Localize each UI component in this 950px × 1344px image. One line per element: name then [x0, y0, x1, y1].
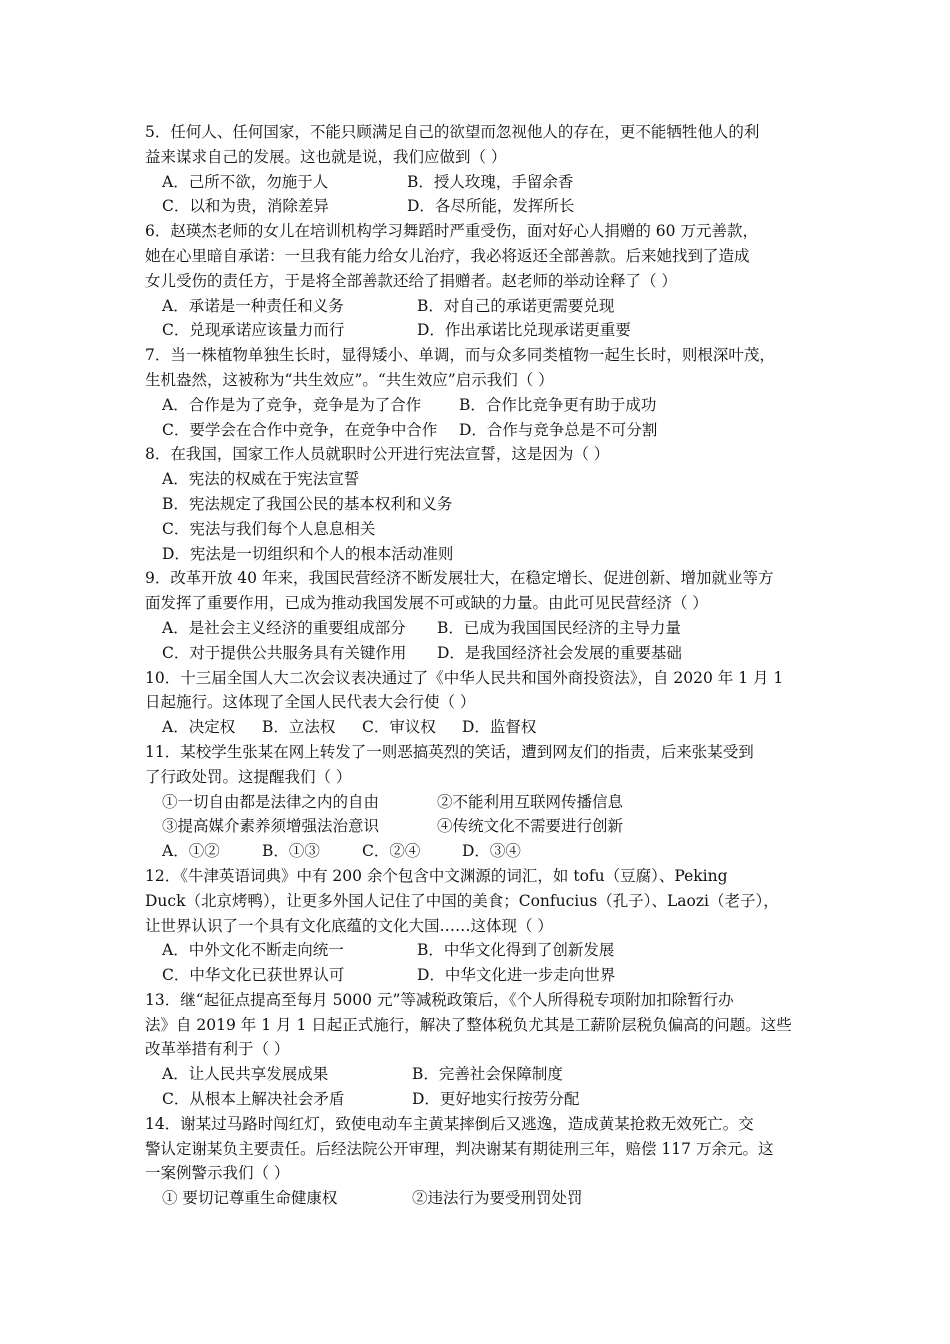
statement-4: ④传统文化不需要进行创新 — [437, 817, 624, 836]
question-13 — [145, 988, 810, 1112]
option-c: C．审议权 — [362, 718, 436, 737]
option-d: D．监督权 — [462, 718, 537, 737]
question-stem: 14．谢某过马路时闯红灯，致使电动车主黄某摔倒后又逃逸，造成黄某抢救无效死亡。交 — [145, 1114, 754, 1133]
options-row — [145, 294, 810, 319]
options-row — [145, 170, 810, 195]
question-stem: 警认定谢某负主要责任。后经法院公开审理，判决谢某有期徒刑三年，赔偿 117 万余元。这 — [145, 1139, 774, 1158]
option-b: B．中华文化得到了创新发展 — [417, 941, 615, 960]
question-stem: 生机盎然，这被称为“共生效应”。“共生效应”启示我们（ ） — [145, 370, 554, 389]
statement-1: ①一切自由都是法律之内的自由 — [162, 792, 380, 811]
option-c: C．②④ — [362, 842, 421, 861]
question-stem: 日起施行。这体现了全国人民代表大会行使（ ） — [145, 693, 476, 712]
option-d: D．更好地实行按劳分配 — [412, 1090, 580, 1109]
question-6 — [145, 219, 810, 343]
options-row — [145, 641, 810, 666]
option-d: D．是我国经济社会发展的重要基础 — [437, 643, 682, 662]
option-a: A．让人民共享发展成果 — [162, 1065, 329, 1084]
options-row — [145, 318, 810, 343]
option-b: B．已成为我国国民经济的主导力量 — [437, 618, 681, 637]
options-row — [145, 715, 810, 740]
option-d: D．各尽所能，发挥所长 — [407, 197, 575, 216]
question-8 — [145, 442, 810, 566]
question-stem: 益来谋求自己的发展。这也就是说，我们应做到（ ） — [145, 147, 507, 166]
question-stem: Duck（北京烤鸭），让更多外国人记住了中国的美食；Confucius（孔子）、Laozi（老子）， — [145, 891, 779, 910]
options-row — [145, 839, 810, 864]
option-b: B．对自己的承诺更需要兑现 — [417, 296, 615, 315]
options-row — [145, 616, 810, 641]
option-a: A．合作是为了竞争，竞争是为了合作 — [162, 395, 422, 414]
option-b: B．①③ — [262, 842, 320, 861]
option-d: D．作出承诺比兑现承诺更重要 — [417, 321, 631, 340]
question-12 — [145, 864, 810, 988]
option-a: A．承诺是一种责任和义务 — [162, 296, 344, 315]
option-b: B．合作比竞争更有助于成功 — [459, 395, 657, 414]
question-9 — [145, 566, 810, 665]
options-row — [145, 418, 810, 443]
question-stem: 了行政处罚。这提醒我们（ ） — [145, 767, 352, 786]
question-stem: 法》自 2019 年 1 月 1 日起正式施行，解决了整体税负尤其是工薪阶层税负偏高的问题。这些 — [145, 1015, 792, 1034]
option-c: C．从根本上解决社会矛盾 — [162, 1090, 345, 1109]
option-d: D．宪法是一切组织和个人的根本活动准则 — [162, 544, 454, 563]
option-b: B．授人玫瑰，手留余香 — [407, 172, 574, 191]
question-stem: 面发挥了重要作用，已成为推动我国发展不可或缺的力量。由此可见民营经济（ ） — [145, 594, 708, 613]
option-c: C．兑现承诺应该量力而行 — [162, 321, 345, 340]
statements-row — [145, 1186, 810, 1211]
question-7 — [145, 343, 810, 442]
statement-1: ① 要切记尊重生命健康权 — [162, 1189, 338, 1208]
option-c: C．以和为贵，消除差异 — [162, 197, 329, 216]
question-stem: 让世界认识了一个具有文化底蕴的文化大国……这体现（ ） — [145, 916, 553, 935]
options-row — [145, 1062, 810, 1087]
question-stem: 女儿受伤的责任方，于是将全部善款还给了捐赠者。赵老师的举动诠释了（ ） — [145, 271, 677, 290]
question-11 — [145, 740, 810, 864]
option-b: B．完善社会保障制度 — [412, 1065, 563, 1084]
options-row — [145, 393, 810, 418]
option-d: D．中华文化进一步走向世界 — [417, 966, 616, 985]
option-c: C．要学会在合作中竞争，在竞争中合作 — [162, 420, 438, 439]
option-a: A．己所不欲，勿施于人 — [162, 172, 329, 191]
option-c: C．对于提供公共服务具有关键作用 — [162, 643, 407, 662]
option-a: A．中外文化不断走向统一 — [162, 941, 344, 960]
option-c: C．宪法与我们每个人息息相关 — [162, 519, 376, 538]
question-stem: 13．继“起征点提高至每月 5000 元”等减税政策后，《个人所得税专项附加扣除暂行办 — [145, 990, 734, 1009]
option-b: B．立法权 — [262, 718, 336, 737]
question-5 — [145, 120, 810, 219]
option-b: B．宪法规定了我国公民的基本权利和义务 — [162, 494, 453, 513]
statements-row — [145, 790, 810, 815]
option-a: A．①② — [162, 842, 220, 861]
options-row — [145, 963, 810, 988]
statements-row — [145, 814, 810, 839]
statement-2: ②违法行为要受刑罚处罚 — [412, 1189, 583, 1208]
options-row — [145, 194, 810, 219]
question-stem: 6．赵瑛杰老师的女儿在培训机构学习舞蹈时严重受伤，面对好心人捐赠的 60 万元善款， — [145, 222, 758, 241]
question-stem: 改革举措有利于（ ） — [145, 1040, 290, 1059]
question-stem: 一案例警示我们（ ） — [145, 1164, 290, 1183]
question-stem: 12．《牛津英语词典》中有 200 余个包含中文渊源的词汇，如 tofu（豆腐）、Peking — [145, 866, 728, 885]
question-stem: 10．十三届全国人大二次会议表决通过了《中华人民共和国外商投资法》，自 2020 年 1 月 1 — [145, 668, 784, 687]
question-stem: 她在心里暗自承诺：一旦我有能力给女儿治疗，我必将返还全部善款。后来她找到了造成 — [145, 246, 750, 265]
options-row — [145, 938, 810, 963]
question-stem: 9．改革开放 40 年来，我国民营经济不断发展壮大，在稳定增长、促进创新、增加就业等方 — [145, 569, 774, 588]
option-a: A．决定权 — [162, 718, 236, 737]
option-d: D．合作与竞争总是不可分割 — [459, 420, 658, 439]
question-stem: 5．任何人、任何国家，不能只顾满足自己的欲望而忽视他人的存在，更不能牺牲他人的利 — [145, 123, 760, 141]
question-10 — [145, 666, 810, 740]
question-stem: 8．在我国，国家工作人员就职时公开进行宪法宣誓，这是因为（ ） — [145, 445, 610, 464]
option-d: D．③④ — [462, 842, 521, 861]
statement-2: ②不能利用互联网传播信息 — [437, 792, 624, 811]
question-14 — [145, 1112, 810, 1211]
question-stem: 7．当一株植物单独生长时，显得矮小、单调，而与众多同类植物一起生长时，则根深叶茂， — [145, 346, 775, 365]
option-a: A．宪法的权威在于宪法宣誓 — [162, 470, 360, 489]
options-row — [145, 1087, 810, 1112]
question-stem: 11．某校学生张某在网上转发了一则恶搞英烈的笑话，遭到网友们的指责，后来张某受到 — [145, 742, 754, 761]
option-c: C．中华文化已获世界认可 — [162, 966, 345, 985]
statement-3: ③提高媒介素养须增强法治意识 — [162, 817, 380, 836]
option-a: A．是社会主义经济的重要组成部分 — [162, 618, 406, 637]
exam-page — [145, 120, 810, 1211]
